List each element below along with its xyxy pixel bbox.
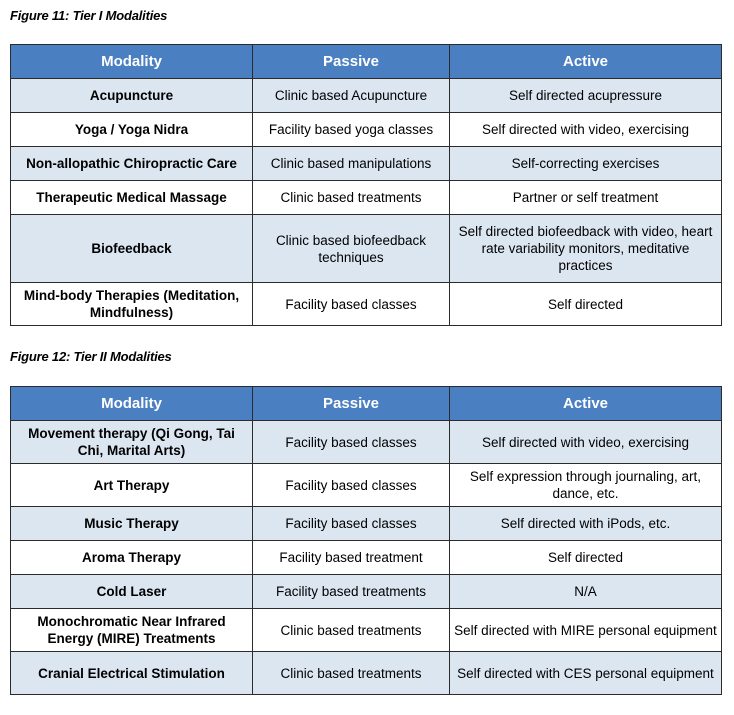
modality-cell: Monochromatic Near Infrared Energy (MIRE) Treatments — [11, 609, 253, 652]
table-row — [11, 283, 722, 326]
figure-11-caption: Figure 11: Tier I Modalities — [10, 8, 168, 23]
header-modality: Modality — [11, 45, 253, 79]
passive-cell: Clinic based manipulations — [253, 147, 450, 181]
table-row — [11, 215, 722, 283]
passive-cell: Facility based classes — [253, 507, 450, 541]
table-row — [11, 79, 722, 113]
active-cell: Self directed with MIRE personal equipment — [450, 609, 722, 652]
active-cell: Self directed — [450, 283, 722, 326]
active-cell: Self directed biofeedback with video, heart rate variability monitors, meditative practices — [450, 215, 722, 283]
passive-cell: Clinic based treatments — [253, 652, 450, 695]
table-header-row — [11, 387, 722, 421]
passive-cell: Facility based yoga classes — [253, 113, 450, 147]
active-cell: Self directed with video, exercising — [450, 113, 722, 147]
header-active: Active — [450, 45, 722, 79]
tier-2-table — [10, 386, 722, 695]
passive-cell: Facility based classes — [253, 464, 450, 507]
modality-cell: Aroma Therapy — [11, 541, 253, 575]
active-cell: Self directed with video, exercising — [450, 421, 722, 464]
modality-cell: Movement therapy (Qi Gong, Tai Chi, Marital Arts) — [11, 421, 253, 464]
modality-cell: Acupuncture — [11, 79, 253, 113]
passive-cell: Facility based classes — [253, 421, 450, 464]
table-row — [11, 181, 722, 215]
table-header-row — [11, 45, 722, 79]
table-row — [11, 113, 722, 147]
header-modality: Modality — [11, 387, 253, 421]
passive-cell: Facility based classes — [253, 283, 450, 326]
passive-cell: Facility based treatment — [253, 541, 450, 575]
modality-cell: Non-allopathic Chiropractic Care — [11, 147, 253, 181]
table-row — [11, 464, 722, 507]
active-cell: Self expression through journaling, art, dance, etc. — [450, 464, 722, 507]
table-row — [11, 421, 722, 464]
modality-cell: Cold Laser — [11, 575, 253, 609]
modality-cell: Yoga / Yoga Nidra — [11, 113, 253, 147]
modality-cell: Therapeutic Medical Massage — [11, 181, 253, 215]
modality-cell: Music Therapy — [11, 507, 253, 541]
passive-cell: Clinic based biofeedback techniques — [253, 215, 450, 283]
modality-cell: Cranial Electrical Stimulation — [11, 652, 253, 695]
header-passive: Passive — [253, 387, 450, 421]
header-passive: Passive — [253, 45, 450, 79]
table-row — [11, 147, 722, 181]
active-cell: Self directed — [450, 541, 722, 575]
table-row — [11, 541, 722, 575]
passive-cell: Facility based treatments — [253, 575, 450, 609]
active-cell: Self-correcting exercises — [450, 147, 722, 181]
active-cell: Partner or self treatment — [450, 181, 722, 215]
passive-cell: Clinic based treatments — [253, 609, 450, 652]
figure-12-caption: Figure 12: Tier II Modalities — [10, 349, 172, 364]
tier-1-table — [10, 44, 722, 326]
active-cell: Self directed with CES personal equipment — [450, 652, 722, 695]
table-row — [11, 609, 722, 652]
table-row — [11, 575, 722, 609]
header-active: Active — [450, 387, 722, 421]
table-row — [11, 507, 722, 541]
passive-cell: Clinic based treatments — [253, 181, 450, 215]
modality-cell: Art Therapy — [11, 464, 253, 507]
active-cell: Self directed acupressure — [450, 79, 722, 113]
passive-cell: Clinic based Acupuncture — [253, 79, 450, 113]
modality-cell: Mind-body Therapies (Meditation, Mindfulness) — [11, 283, 253, 326]
modality-cell: Biofeedback — [11, 215, 253, 283]
table-row — [11, 652, 722, 695]
active-cell: N/A — [450, 575, 722, 609]
active-cell: Self directed with iPods, etc. — [450, 507, 722, 541]
